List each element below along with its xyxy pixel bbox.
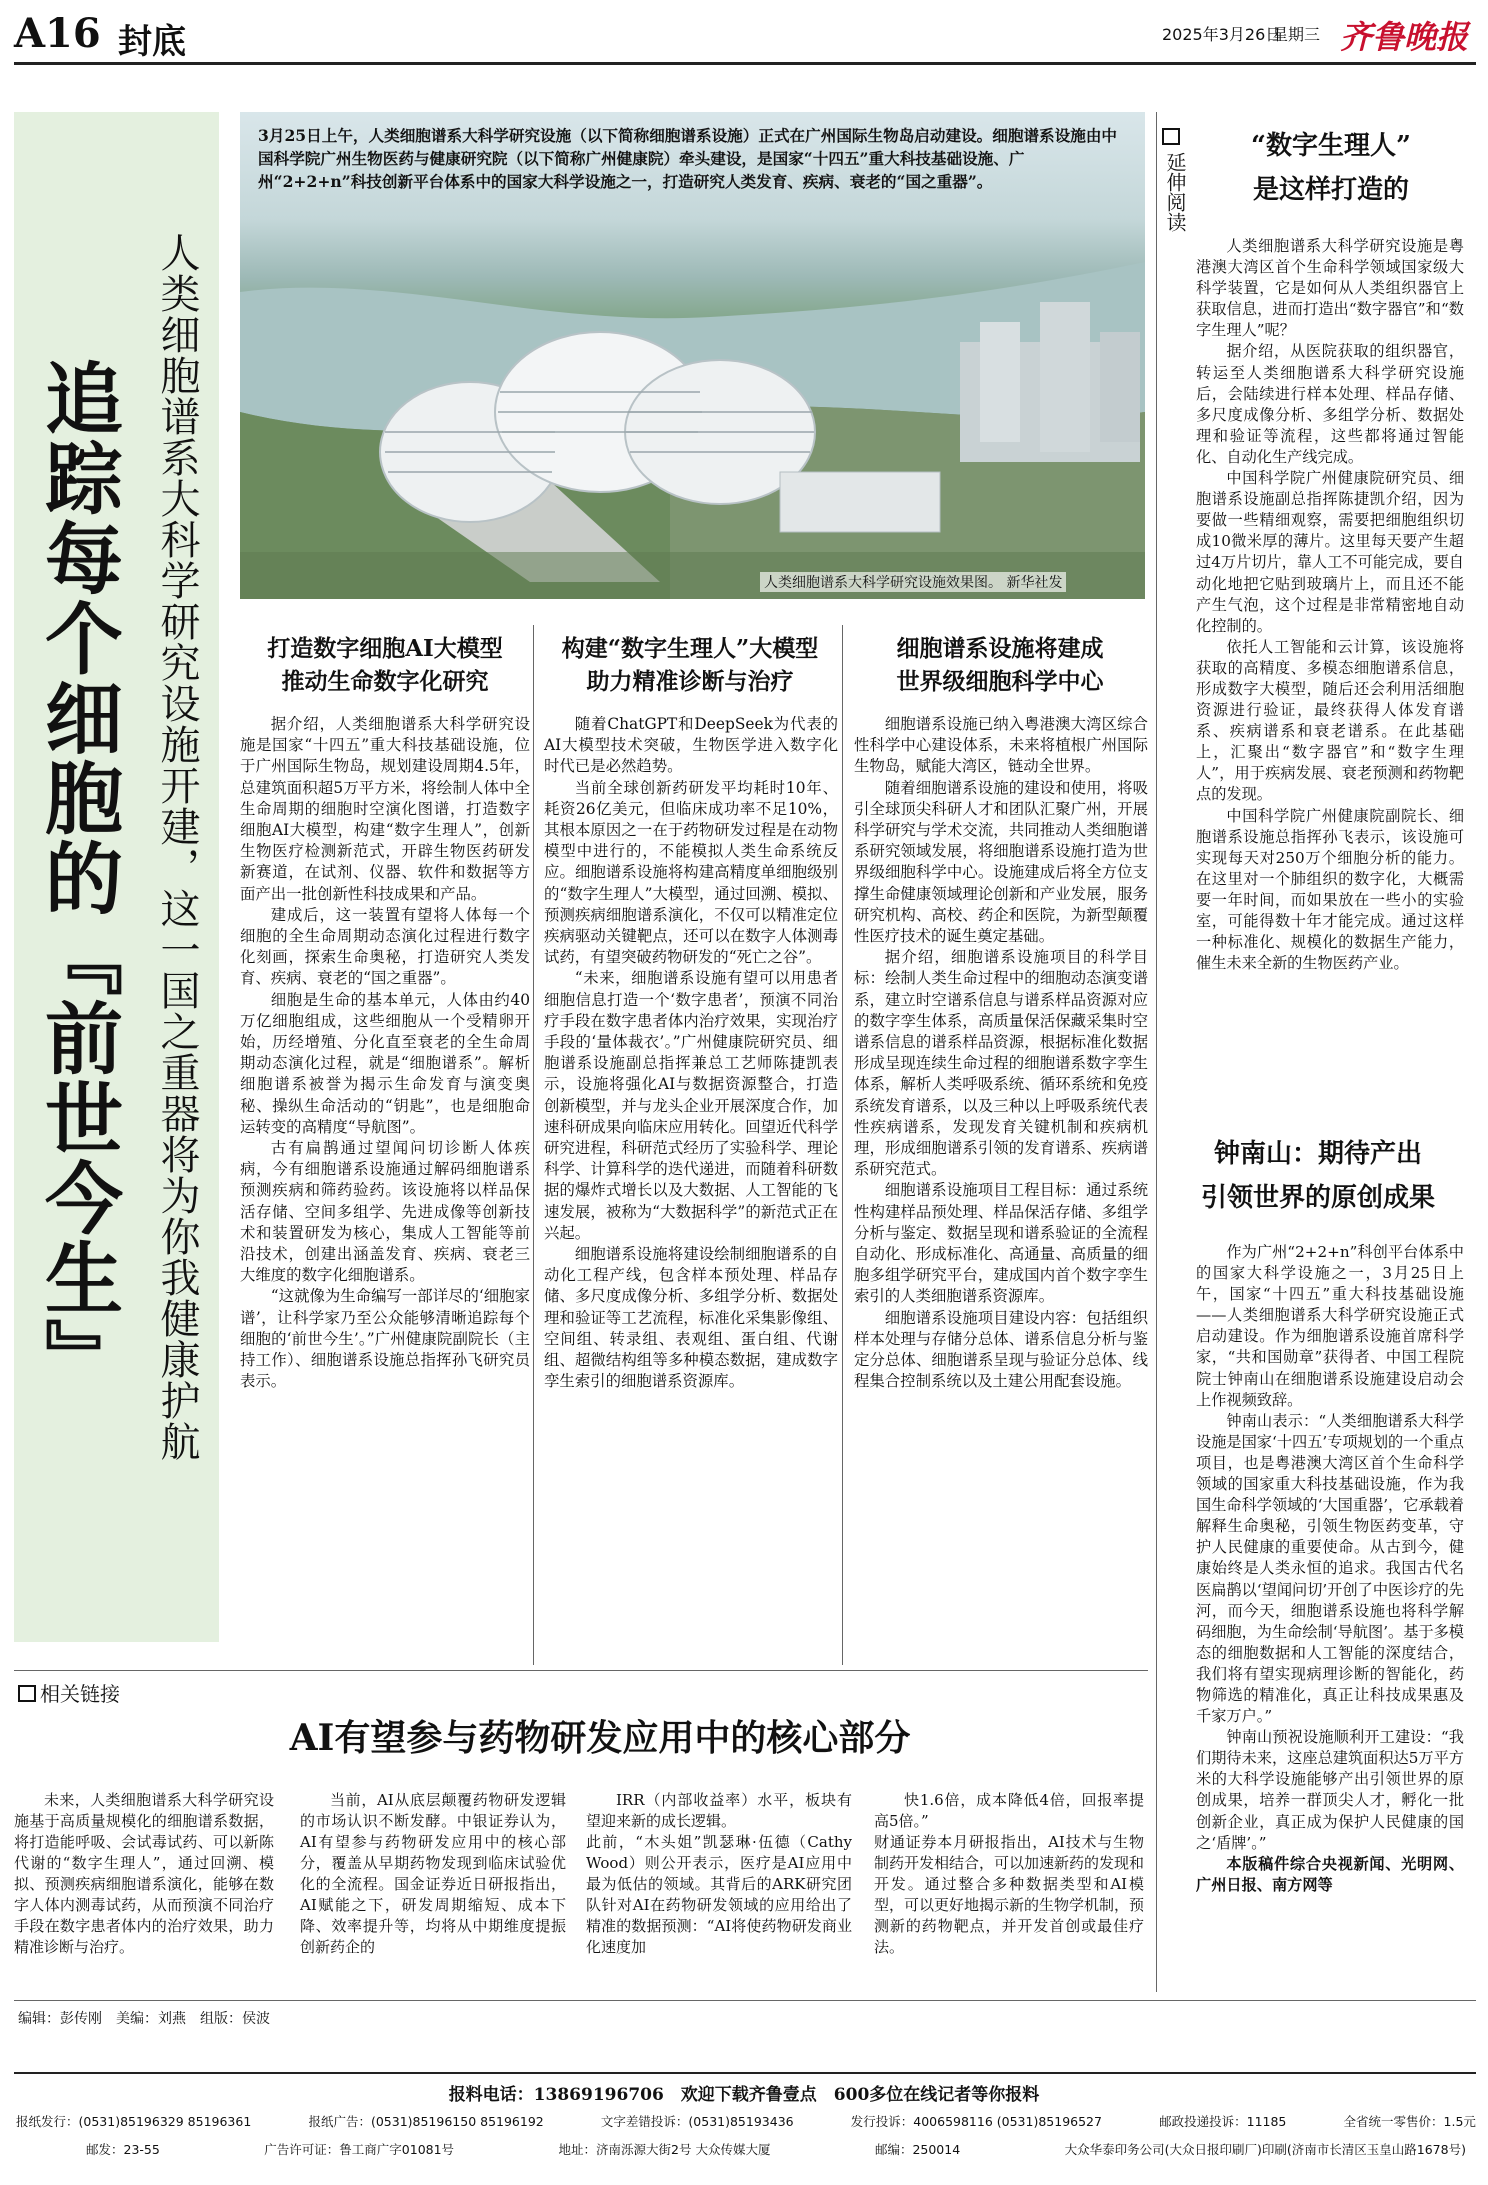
footer-hotline: 报料电话：13869196706 欢迎下载齐鲁壹点 600多位在线记者等你报料 bbox=[448, 2085, 1040, 2105]
side-body1 bbox=[1196, 236, 1464, 974]
footer-item: 大众华泰印务公司(大众日报印刷厂)印刷(济南市长清区玉皇山路1678号) bbox=[1064, 2142, 1466, 2157]
paragraph: 钟南山预祝设施顺利开工建设：“我们期待未来，这座总建筑面积达5万平方米的大科学设施能够产出引领世界的原创成果，培养一群顶尖人才，孵化一批创新企业，真正成为保护人民健康的国之‘盾牌’。” bbox=[1196, 1728, 1464, 1852]
paragraph: 中国科学院广州健康院副院长、细胞谱系设施总指挥孙飞表示，该设施可实现每天对250万个细胞分析的能力。在这里对一个肺组织的数字化，大概需要一年时间，而如果放在一些小的实验室，可能得数十年才能完成。通过这样一种标准化、规模化的数据生产能力，催生未来全新的生物医药产业。 bbox=[1196, 806, 1464, 973]
paragraph: 据介绍，细胞谱系设施项目的科学目标：绘制人类生命过程中的细胞动态演变谱系，建立时空谱系信息与谱系样品资源对应的数字孪生体系，高质量保活保藏采集时空谱系信息的谱系样品资源，根据标准化数据形成呈现连续生命过程的细胞谱系数字孪生体系，解析人类呼吸系统、循环系统和免疫系统发育谱系，以及三种以上呼吸系统代表性疾病谱系，发现发育关键机制和疾病机理，形成细胞谱系引领的发育谱系、疾病谱系研究范式。 bbox=[854, 948, 1148, 1179]
paragraph: 随着ChatGPT和DeepSeek为代表的AI大模型技术突破，生物医学进入数字化时代已是必然趋势。 bbox=[544, 715, 838, 776]
related-title: AI有望参与药物研发应用中的核心部分 bbox=[289, 1717, 911, 1759]
page-header bbox=[0, 0, 1488, 64]
related-col2: 当前，AI从底层颠覆药物研发逻辑的市场认识不断发酵。中银证券认为，AI有望参与药物研发应用中的核心部分，覆盖从早期药物发现到临床试验优化的全流程。国金证券近日研报指出，AI赋能之下，研发周期缩短、成本下降、效率提升等，均将从中期维度提振创新药企的 bbox=[300, 1791, 566, 1956]
side-title2-line2: 引领世界的原创成果 bbox=[1200, 1183, 1435, 1213]
col1-title bbox=[240, 632, 530, 698]
footer-item: 全省统一零售价：1.5元 bbox=[1343, 2114, 1476, 2129]
related-col1: 未来，人类细胞谱系大科学研究设施基于高质量规模化的细胞谱系数据，将打造能呼吸、会试毒试药、可以新陈代谢的“数字生理人”，通过回溯、模拟、预测疾病细胞谱系演化，能够在数字人体内测毒试药，从而预演不同治疗手段在数字患者体内的治疗效果，助力精准诊断与治疗。 bbox=[14, 1791, 274, 1956]
footer-item: 报纸发行：(0531)85196329 85196361 bbox=[16, 2114, 252, 2129]
side-title2 bbox=[1168, 1132, 1468, 1220]
paragraph: 本版稿件综合央视新闻、光明网、广州日报、南方网等 bbox=[1196, 1854, 1464, 1894]
issue-weekday: 星期三 bbox=[1272, 25, 1321, 44]
related-rule bbox=[14, 1670, 1148, 1671]
related-col4: 快1.6倍，成本降低4倍，回报率提高5倍。” 财通证券本月研报指出，AI技术与生物制药开发相结合，可以加速新药的发现和开发。通过整合多种数据类型和AI模型，可以更好地揭示新的生物学机制，预测新的药物靶点，并开发首创或最佳疗法。 bbox=[874, 1791, 1145, 1956]
editors-rule bbox=[14, 2000, 1476, 2001]
paragraph: 当前全球创新药研发平均耗时10年、耗资26亿美元，但临床成功率不足10%，其根本原因之一在于药物研发过程是在动物模型中进行的，不能模拟人类生命系统反应。细胞谱系设施将构建高精度单细胞级别的“数字生理人”大模型，通过回溯、模拟、预测疾病细胞谱系演化，不仅可以精准定位疾病驱动关键靶点，还可以在数字人体测毒试药，有望突破药物研发的“死亡之谷”。 bbox=[544, 778, 838, 967]
paragraph: 据介绍，人类细胞谱系大科学研究设施是国家“十四五”重大科技基础设施，位于广州国际生物岛，规划建设周期4.5年，总建筑面积超5万平方米，将绘制人体中全生命周期的细胞时空演化图谱，打造数字细胞AI大模型，构建“数字生理人”，创新生物医疗检测新范式，开辟生物医药研发新赛道，在试剂、仪器、软件和数据等方面产出一批创新性科技成果和产品。 bbox=[240, 715, 530, 903]
col1-body bbox=[240, 714, 530, 1393]
paragraph: 细胞谱系设施项目建设内容：包括组织样本处理与存储分总体、谱系信息分析与鉴定分总体、细胞谱系呈现与验证分总体、线程集合控制系统以及土建公用配套设施。 bbox=[854, 1308, 1148, 1391]
paragraph: 随着细胞谱系设施的建设和使用，将吸引全球顶尖科研人才和团队汇聚广州，开展科学研究与学术交流，共同推动人类细胞谱系研究领域发展，将细胞谱系设施打造为世界级细胞科学中心。设施建成后将全方位支撑生命健康领域理论创新和产业发展，服务研究机构、高校、药企和医院，为新型颠覆性医疗技术的诞生奠定基础。 bbox=[854, 778, 1148, 946]
footer-item: 文字差错投诉：(0531)85193436 bbox=[600, 2114, 794, 2129]
side-title1-line1: “数字生理人” bbox=[1251, 131, 1411, 161]
paragraph: 细胞谱系设施项目工程目标：通过系统性构建样品预处理、样品保活存储、多组学分析与鉴定、数据呈现和谱系验证的全流程自动化、形成标准化、高通量、高质量的细胞多组学研究平台，建成国内首个数字孪生索引的人类细胞谱系资源库。 bbox=[854, 1181, 1148, 1306]
side-body2 bbox=[1196, 1242, 1464, 1896]
paragraph: “这就像为生命编写一部详尽的‘细胞家谱’，让科学家乃至公众能够清晰追踪每个细胞的‘前世今生’。”广州健康院副院长（主持工作）、细胞谱系设施总指挥孙飞研究员表示。 bbox=[240, 1287, 530, 1391]
editors-line: 编辑：彭传刚 美编：刘燕 组版：侯波 bbox=[18, 2011, 270, 2027]
footer-address bbox=[86, 2140, 1466, 2158]
col2-title-line2: 助力精准诊断与治疗 bbox=[586, 668, 794, 695]
side-tag-label: 延伸阅读 bbox=[1163, 152, 1187, 232]
col1-title-line2: 推动生命数字化研究 bbox=[281, 668, 489, 695]
related-tag bbox=[18, 1678, 120, 1707]
col3-title-line2: 世界级细胞科学中心 bbox=[896, 668, 1104, 695]
paragraph: 细胞谱系设施已纳入粤港澳大湾区综合性科学中心建设体系，未来将植根广州国际生物岛，赋能大湾区，链动全世界。 bbox=[854, 715, 1148, 776]
col3-title-line1: 细胞谱系设施将建成 bbox=[896, 635, 1104, 662]
footer-item: 广告许可证：鲁工商广字01081号 bbox=[264, 2142, 455, 2157]
related-tag-label: 相关链接 bbox=[40, 1682, 120, 1706]
paragraph: “未来，细胞谱系设施有望可以用患者细胞信息打造一个‘数字患者’，预演不同治疗手段在数字患者体内治疗效果，实现治疗手段的‘量体裁衣’。”广州健康院研究员、细胞谱系设施副总指挥兼总工艺师陈捷凯表示，设施将强化AI与数据资源整合，打造创新模型，并与龙头企业开展深度合作，加速科研成果向临床应用转化。回望近代科学研究进程，科研范式经历了实验科学、理论科学、计算科学的迭代递进，而随着科研数据的爆炸式增长以及大数据、人工智能的飞速发展，被称为“大数据科学”的新范式正在兴起。 bbox=[544, 969, 838, 1242]
footer-item: 邮编：250014 bbox=[874, 2142, 961, 2157]
column-rule bbox=[533, 625, 534, 1665]
paragraph: 人类细胞谱系大科学研究设施是粤港澳大湾区首个生命科学领域国家级大科学装置，它是如何从人类组织器官上获取信息，进而打造出“数字器官”和“数字生理人”呢？ bbox=[1196, 237, 1464, 340]
paragraph: 中国科学院广州健康院研究员、细胞谱系设施副总指挥陈捷凯介绍，因为要做一些精细观察，需要把细胞组织切成10微米厚的薄片。这里每天要产生超过4万片切片，靠人工不可能完成，要自动化地把它贴到玻璃片上，而且还不能产生气泡，这个过程是非常精密地自动化控制的。 bbox=[1196, 469, 1464, 635]
col2-body bbox=[544, 714, 838, 1393]
side-title1 bbox=[1196, 124, 1466, 212]
col3-title bbox=[850, 632, 1150, 698]
photo-caption: 3月25日上午，人类细胞谱系大科学研究设施（以下简称细胞谱系设施）正式在广州国际生物岛启动建设。细胞谱系设施由中国科学院广州生物医药与健康研究院（以下简称广州健康院）牵头建设，是国家“十四五”重大科技基础设施、广州“2+2+n”科技创新平台体系中的国家大科学设施之一，打造研究人类发育、疾病、衰老的“国之重器”。 bbox=[258, 126, 1118, 191]
side-tag bbox=[1160, 128, 1190, 232]
paragraph: 细胞谱系设施将建设绘制细胞谱系的自动化工程产线，包含样本预处理、样品存储、多尺度成像分析、多组学分析、数据处理和验证等工艺流程，标准化采集影像组、空间组、转录组、表观组、蛋白组、代谢组、超微结构组等多种模态数据，建成数字孪生索引的细胞谱系资源库。 bbox=[544, 1245, 838, 1391]
paragraph: 古有扁鹊通过望闻问切诊断人体疾病，今有细胞谱系设施通过解码细胞谱系预测疾病和筛药验药。该设施将以样品保活存储、空间多组学、先进成像等创新技术和装置研发为核心，集成人工智能等前沿技术，创建出涵盖发育、疾病、衰老三大维度的数字化细胞谱系。 bbox=[240, 1139, 530, 1285]
paragraph: 钟南山表示：“人类细胞谱系大科学设施是国家‘十四五’专项规划的一个重点项目，也是粤港澳大湾区首个生命科学领域的国家重大科技基础设施，作为我国生命科学领域的‘大国重器’，它承载着解释生命奥秘，引领生物医药变革，守护人民健康的重要使命。从古到今，健康始终是人类永恒的追求。我国古代名医扁鹊以‘望闻问切’开创了中医诊疗的先河，而今天，细胞谱系设施也将科学解码细胞，为生命绘制‘导航图’。基于多模态的细胞数据和人工智能的深度结合，我们将有望实现病理诊断的智能化，药物筛选的精准化，真正让科技成果惠及千家万户。” bbox=[1196, 1411, 1464, 1726]
page-number: A16 bbox=[14, 10, 101, 57]
footer-item: 邮政投递投诉：11185 bbox=[1159, 2114, 1287, 2129]
col2-title-line1: 构建“数字生理人”大模型 bbox=[561, 635, 819, 662]
header-rule bbox=[14, 62, 1476, 65]
side-column-rule bbox=[1156, 112, 1157, 1992]
issue-date: 2025年3月26日 bbox=[1162, 25, 1282, 44]
footer-item: 报纸广告：(0531)85196150 85196192 bbox=[308, 2114, 544, 2129]
photo-credit: 人类细胞谱系大科学研究设施效果图。 新华社发 bbox=[760, 572, 1066, 592]
footer-item: 地址：济南泺源大街2号 大众传媒大厦 bbox=[558, 2142, 771, 2157]
section-name: 封底 bbox=[118, 22, 186, 62]
paragraph: 据介绍，从医院获取的组织器官，转运至人类细胞谱系大科学研究设施后，会陆续进行样本处理、样品存储、多尺度成像分析、多组学分析、数据处理和验证等流程，这些都将通过智能化、自动化生产线完成。 bbox=[1196, 342, 1464, 466]
paragraph: 作为广州“2+2+n”科创平台体系中的国家大科学设施之一，3月25日上午，国家“十四五”重大科技基础设施——人类细胞谱系大科学研究设施正式启动建设。作为细胞谱系设施首席科学家，“共和国勋章”获得者、中国工程院院士钟南山在细胞谱系设施建设启动会上作视频致辞。 bbox=[1196, 1243, 1464, 1409]
tag-box-icon bbox=[1162, 128, 1180, 145]
paragraph: 建成后，这一装置有望将人体每一个细胞的全生命周期动态演化过程进行数字化刻画，探索生命奥秘，打造研究人类发育、疾病、衰老的“国之重器”。 bbox=[240, 905, 530, 988]
col3-body bbox=[854, 714, 1148, 1393]
main-headline: 追踪每个细胞的『前世今生』 bbox=[32, 358, 123, 1398]
side-title2-line1: 钟南山：期待产出 bbox=[1213, 1139, 1422, 1169]
main-subheadline: 人类细胞谱系大科学研究设施开建，这一国之重器将为你我健康护航 bbox=[154, 232, 200, 1462]
footer-item: 邮发：23-55 bbox=[86, 2142, 160, 2157]
paragraph: 依托人工智能和云计算，该设施将获取的高精度、多模态细胞谱系信息，形成数字大模型，随后还会利用活细胞资源进行验证，最终获得人体发育谱系、疾病谱系和衰老谱系。在此基础上，汇聚出“数字器官”和“数字生理人”，用于疾病发展、衰老预测和药物靶点的发现。 bbox=[1196, 637, 1464, 804]
side-title1-line2: 是这样打造的 bbox=[1252, 175, 1409, 205]
column-rule bbox=[842, 625, 843, 1665]
footer-item: 发行投诉：4006598116 (0531)85196527 bbox=[850, 2114, 1102, 2129]
col1-title-line1: 打造数字细胞AI大模型 bbox=[267, 635, 503, 662]
paragraph: 细胞是生命的基本单元，人体由约40万亿细胞组成，这些细胞从一个受精卵开始，历经增殖、分化直至衰老的全生命周期动态演化过程，就是“细胞谱系”。解析细胞谱系被誉为揭示生命发育与演变奥秘、操纵生命活动的“钥匙”，也是细胞命运转变的高精度“导航图”。 bbox=[240, 990, 530, 1136]
related-col3: IRR（内部收益率）水平，板块有望迎来新的成长逻辑。 此前，“木头姐”凯瑟琳·伍德（Cathy Wood）则公开表示，医疗是AI应用中最为低估的领域。其背后的ARK研究团队针对AI在药物研发领域的应用给出了精准的数据预测：“AI将使药物研发商业化速度加 bbox=[586, 1791, 852, 1956]
tag-box-icon bbox=[18, 1685, 36, 1702]
footer-contacts bbox=[16, 2112, 1476, 2130]
footer-rule bbox=[14, 2072, 1476, 2074]
col2-title bbox=[540, 632, 840, 698]
paper-logo: 齐鲁晚报 bbox=[1340, 18, 1469, 56]
